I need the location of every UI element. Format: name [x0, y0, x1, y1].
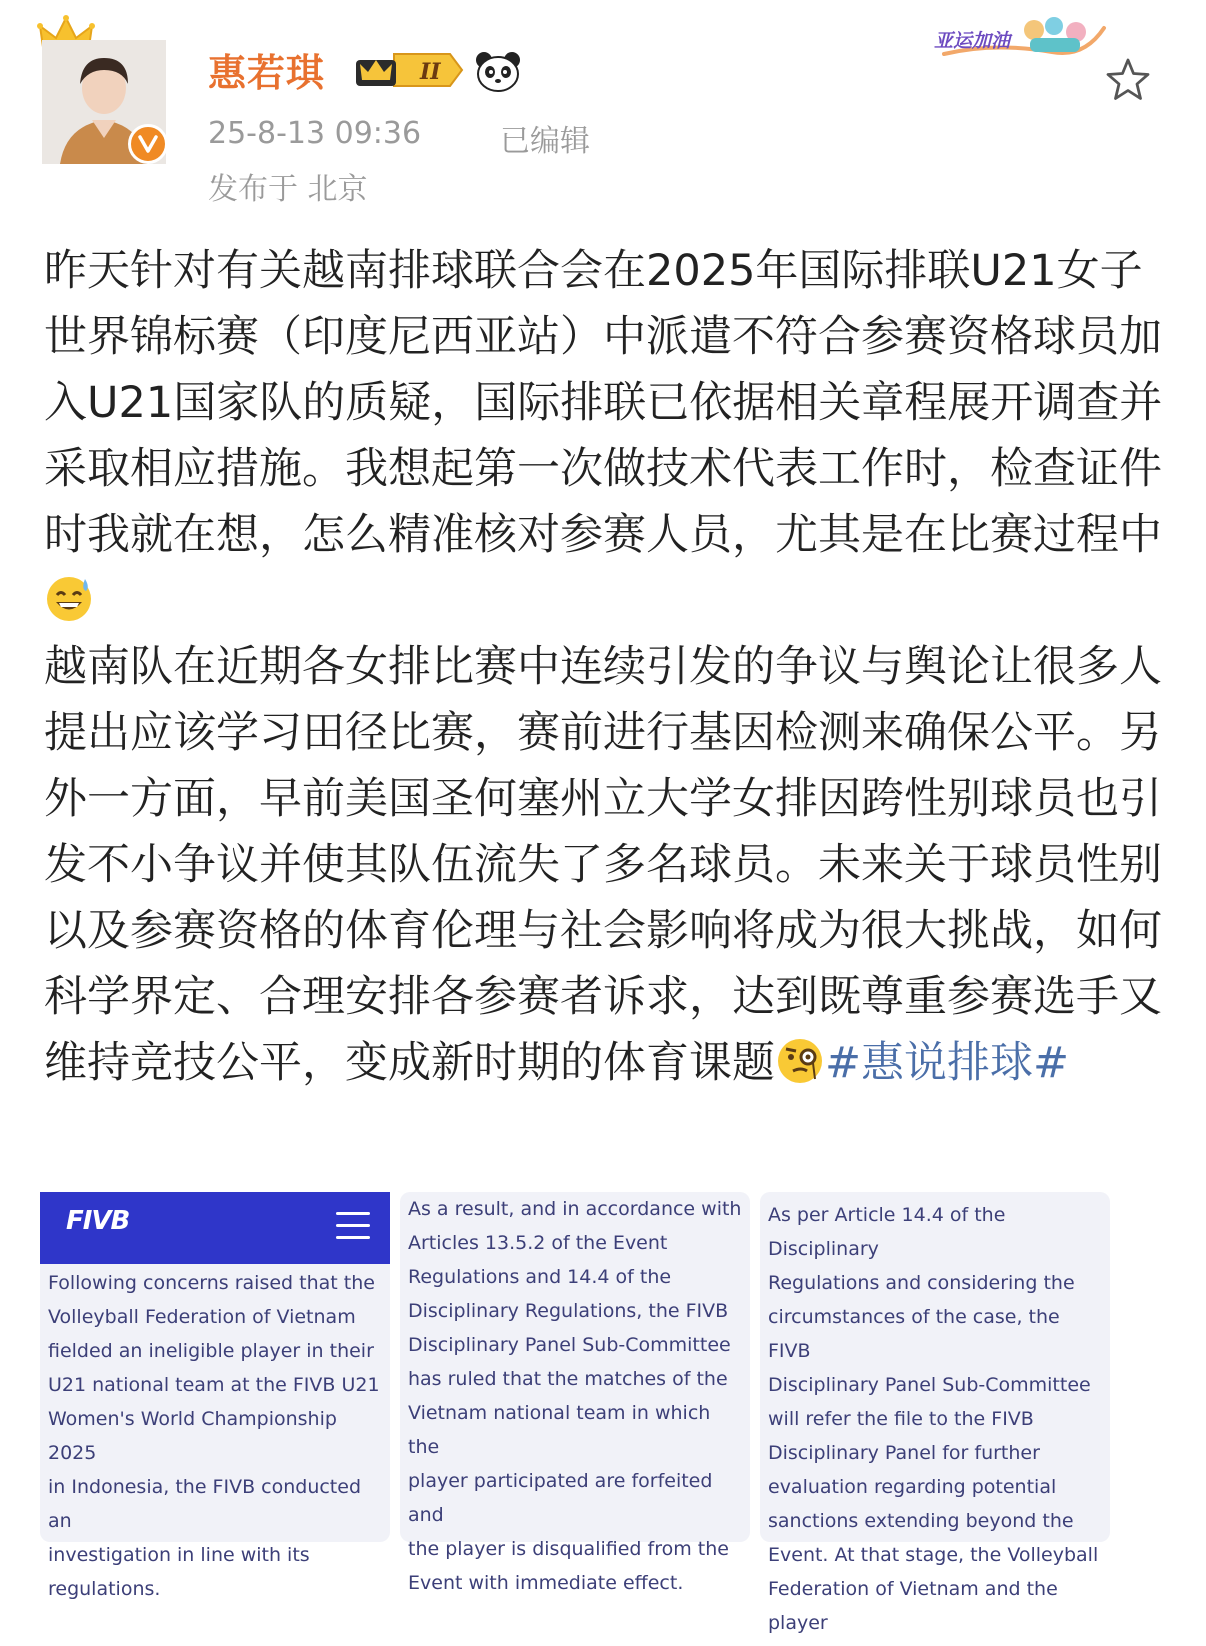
image-text-3: As per Article 14.4 of the Disciplinary Regulations and considering the circumstances of the case, the FIVB Disciplinary Panel Sub-Committee will refer the file to the FIVB Disciplinary Panel for further evaluation regarding potential sanctions extending beyond the Event. At that stage, the Volleyball Federation of Vietnam and the player: [768, 1204, 1099, 1634]
post-header: [0, 0, 1206, 230]
username[interactable]: 惠若琪: [208, 51, 326, 95]
image-thumbnail-1[interactable]: [40, 1192, 390, 1600]
post-paragraph: 昨天针对有关越南排球联合会在2025年国际排联U21女子世界锦标赛（印度尼西亚站）中派遣不符合参赛资格球员加入U21国家队的质疑，国际排联已依据相关章程展开调查并采取相应措施。我想起第一次做技术代表工作时，检查证件时我就在想，怎么精准核对参赛人员，尤其是在比赛过程中: [44, 246, 1163, 560]
sweat-smile-emoji: [44, 573, 94, 623]
avatar-container[interactable]: [38, 14, 168, 164]
image-text-2: As a result, and in accordance with Articles 13.5.2 of the Event Regulations and 14.4 of the Disciplinary Regulations, the FIVB Disciplinary Panel Sub-Committee has ruled that the matches of the Vietnam national team in which the player participated are forfeited and the player is disqualified from the Event with immediate effect.: [408, 1198, 742, 1594]
edited-label[interactable]: 已编辑: [500, 124, 590, 159]
hashtag-link[interactable]: #惠说排球#: [825, 1038, 1070, 1088]
event-banner[interactable]: [934, 8, 1110, 68]
post-location: 发布于 北京: [208, 172, 368, 207]
post-content: [44, 238, 1174, 1096]
fivb-logo: FIVB: [66, 1206, 130, 1236]
menu-icon[interactable]: [336, 1212, 370, 1242]
vip-level: II: [420, 59, 441, 85]
verified-icon: [128, 124, 168, 164]
panda-icon: [474, 50, 522, 92]
vip-crown-badge[interactable]: [354, 50, 466, 90]
post-timestamp: 25-8-13 09:36: [208, 116, 422, 151]
image-text-1: Following concerns raised that the Volleyball Federation of Vietnam fielded an ineligible player in their U21 national team at the FIVB U21 Women's World Championship 2025 in Indonesia, the FIVB conducted an investigation in line with its regulations.: [48, 1272, 380, 1600]
fivb-header: [40, 1192, 390, 1264]
post-paragraph: 越南队在近期各女排比赛中连续引发的争议与舆论让很多人提出应该学习田径比赛，赛前进行基因检测来确保公平。另外一方面，早前美国圣何塞州立大学女排因跨性别球员也引发不小争议并使其队伍流失了多名球员。未来关于球员性别以及参赛资格的体育伦理与社会影响将成为很大挑战，如何科学界定、合理安排各参赛者诉求，达到既尊重参赛选手又维持竞技公平，变成新时期的体育课题: [44, 642, 1162, 1088]
image-gallery: [40, 1192, 1170, 1634]
event-banner-text: 亚运加油: [934, 30, 1011, 52]
image-thumbnail-3[interactable]: [760, 1192, 1110, 1634]
monocle-face-emoji: [775, 1035, 825, 1085]
image-thumbnail-2[interactable]: [400, 1192, 750, 1594]
favorite-star-icon[interactable]: [1104, 56, 1152, 104]
